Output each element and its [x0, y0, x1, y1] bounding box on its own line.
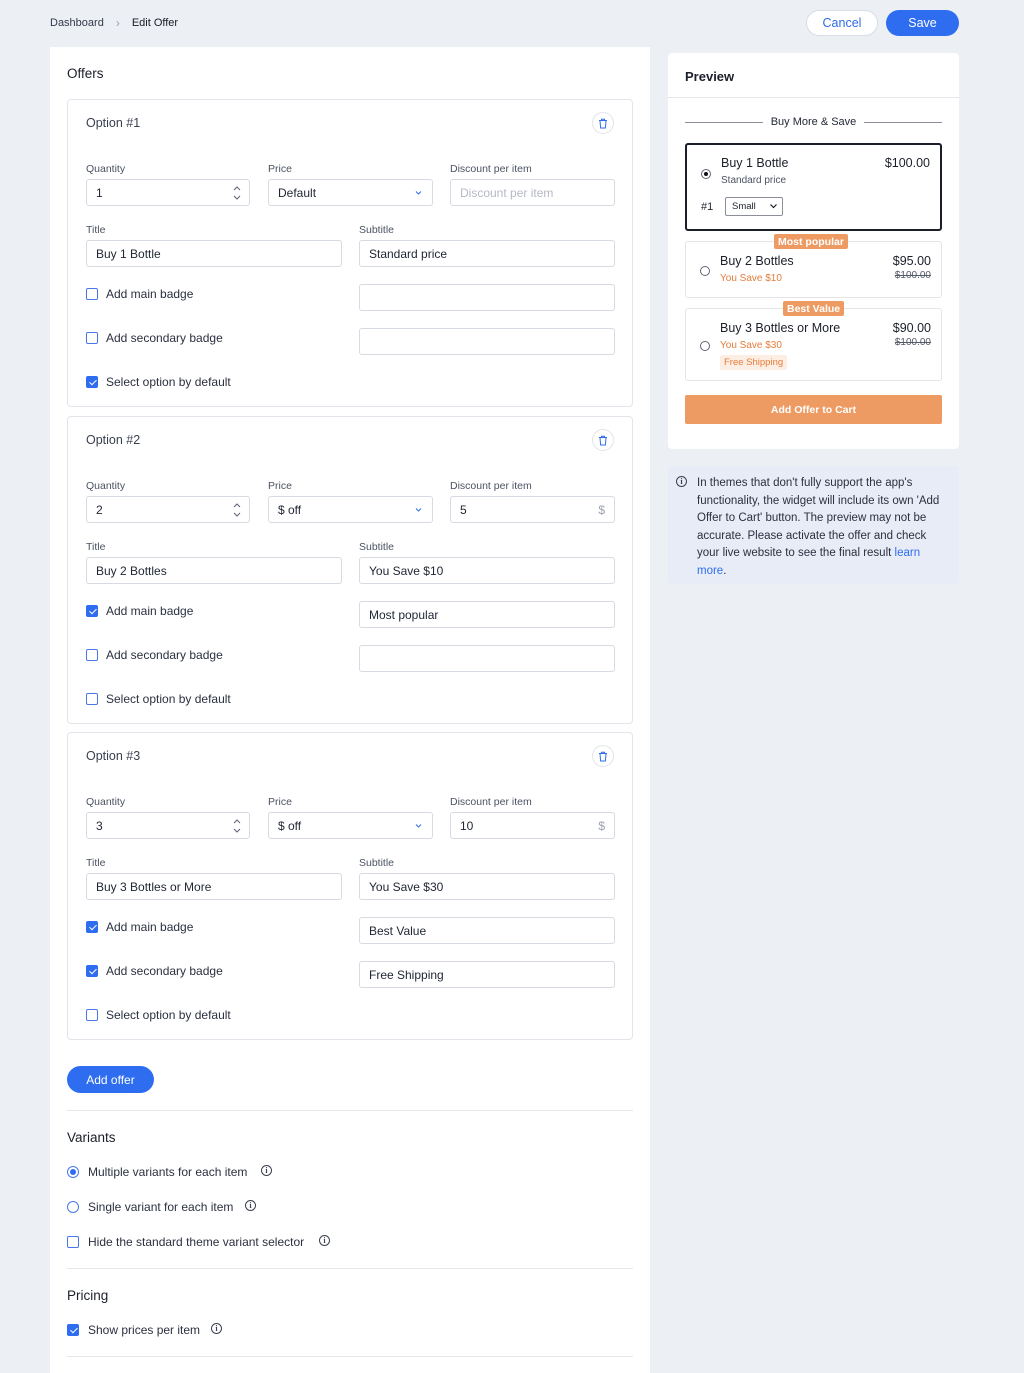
- trash-icon: [598, 435, 608, 446]
- breadcrumb: [50, 16, 178, 30]
- top-bar: [0, 0, 1024, 46]
- secondary-badge-label: Add secondary badge: [106, 648, 223, 662]
- main-badge-input-value: Most popular: [369, 607, 439, 622]
- subtitle-input[interactable]: [359, 557, 615, 584]
- chevron-down-icon: [415, 822, 422, 829]
- variants-title: Variants: [67, 1130, 116, 1145]
- preview-option-price: $90.00: [892, 321, 931, 335]
- price-value: Default: [278, 185, 317, 200]
- price-select[interactable]: [268, 496, 433, 523]
- preview-option-title: Buy 3 Bottles or More: [720, 321, 841, 335]
- stepper-icon[interactable]: [233, 817, 241, 835]
- add-offer-button[interactable]: Add offer: [67, 1066, 154, 1093]
- cancel-button[interactable]: Cancel: [806, 10, 878, 36]
- main-badge-checkbox[interactable]: [86, 288, 98, 300]
- subtitle-label: Subtitle: [359, 857, 395, 869]
- secondary-badge-checkbox[interactable]: [86, 965, 98, 977]
- discount-value: 10: [460, 818, 474, 833]
- subtitle-value: Standard price: [369, 246, 448, 261]
- preview-option-3[interactable]: [685, 302, 942, 381]
- hide-variant-selector-checkbox[interactable]: [67, 1236, 79, 1248]
- main-badge-label: Add main badge: [106, 604, 194, 618]
- stepper-icon[interactable]: [233, 501, 241, 519]
- title-input[interactable]: [86, 240, 342, 267]
- preview-heading: [685, 116, 942, 128]
- preview-option-title: Buy 2 Bottles: [720, 254, 794, 268]
- subtitle-label: Subtitle: [359, 224, 395, 236]
- option-card: [67, 99, 633, 407]
- default-option-checkbox[interactable]: [86, 376, 98, 388]
- main-badge-checkbox[interactable]: [86, 605, 98, 617]
- offers-title: Offers: [67, 66, 104, 81]
- preview-title: Preview: [685, 69, 735, 84]
- quantity-value: 1: [96, 185, 103, 200]
- preview-heading-text: Buy More & Save: [770, 116, 857, 128]
- title-value: Buy 3 Bottles or More: [96, 879, 212, 894]
- price-label: Price: [268, 480, 292, 492]
- option-title: Option #3: [86, 749, 141, 763]
- delete-option-button[interactable]: [592, 429, 614, 451]
- hide-variant-selector-label: Hide the standard theme variant selector: [88, 1235, 305, 1249]
- subtitle-input[interactable]: [359, 873, 615, 900]
- title-value: Buy 2 Bottles: [96, 563, 167, 578]
- chevron-down-icon: [770, 204, 777, 209]
- main-badge-input[interactable]: [359, 917, 615, 944]
- option-card: [67, 732, 633, 1040]
- price-label: Price: [268, 796, 292, 808]
- save-button[interactable]: Save: [886, 10, 959, 36]
- divider: [67, 1110, 633, 1111]
- main-badge: Most popular: [774, 234, 848, 249]
- quantity-value: 2: [96, 502, 103, 517]
- main-badge-input-value: Best Value: [369, 923, 427, 938]
- quantity-value: 3: [96, 818, 103, 833]
- title-input[interactable]: [86, 557, 342, 584]
- main-badge-checkbox[interactable]: [86, 921, 98, 933]
- main-badge-label: Add main badge: [106, 287, 194, 301]
- subtitle-label: Subtitle: [359, 541, 395, 553]
- preview-option-old-price: $100.00: [894, 270, 931, 281]
- pricing-title: Pricing: [67, 1288, 109, 1303]
- info-note: [668, 466, 959, 584]
- price-value: $ off: [278, 818, 302, 833]
- show-prices-per-item-label: Show prices per item: [88, 1323, 201, 1337]
- secondary-badge-input-value: Free Shipping: [369, 967, 444, 982]
- preview-radio[interactable]: [700, 341, 710, 351]
- secondary-badge-input[interactable]: [359, 961, 615, 988]
- discount-label: Discount per item: [450, 163, 532, 175]
- option-card: [67, 416, 633, 724]
- title-label: Title: [86, 857, 106, 869]
- chevron-right-icon: ›: [115, 16, 120, 30]
- option-title: Option #2: [86, 433, 141, 447]
- info-icon[interactable]: i: [261, 1165, 272, 1176]
- info-note-body: In themes that don't fully support the app's functionality, the widget will include its own 'Add Offer to Cart' button. The preview may not be accurate. Please activate the offer and check your live website to see the final result: [697, 477, 940, 559]
- delete-option-button[interactable]: [592, 112, 614, 134]
- discount-label: Discount per item: [450, 796, 532, 808]
- title-label: Title: [86, 541, 106, 553]
- discount-value: 5: [460, 502, 467, 517]
- main-badge-label: Add main badge: [106, 920, 194, 934]
- default-option-label: Select option by default: [106, 1008, 231, 1022]
- breadcrumb-dashboard[interactable]: Dashboard: [50, 17, 104, 29]
- preview-option-subtitle: You Save $30: [720, 340, 782, 351]
- chevron-down-icon: [415, 506, 422, 513]
- learn-more-link[interactable]: learn more: [697, 547, 921, 577]
- main-badge-input[interactable]: [359, 284, 615, 311]
- discount-input[interactable]: [450, 179, 615, 206]
- currency-suffix: $: [598, 819, 605, 833]
- trash-icon: [598, 118, 608, 129]
- variant-multiple-radio[interactable]: [67, 1166, 79, 1178]
- delete-option-button[interactable]: [592, 745, 614, 767]
- discount-label: Discount per item: [450, 480, 532, 492]
- info-icon: i: [676, 476, 687, 487]
- default-option-label: Select option by default: [106, 375, 231, 389]
- trash-icon: [598, 751, 608, 762]
- main-badge-input[interactable]: [359, 601, 615, 628]
- preview-radio[interactable]: [700, 266, 710, 276]
- title-input[interactable]: [86, 873, 342, 900]
- discount-input[interactable]: [450, 496, 615, 523]
- quantity-label: Quantity: [86, 480, 126, 492]
- default-option-checkbox[interactable]: [86, 1009, 98, 1021]
- offer-form: [50, 47, 650, 1373]
- default-option-checkbox[interactable]: [86, 693, 98, 705]
- quantity-label: Quantity: [86, 163, 126, 175]
- price-select[interactable]: [268, 812, 433, 839]
- preview-option-price: $100.00: [884, 156, 930, 170]
- info-icon[interactable]: i: [245, 1200, 256, 1211]
- secondary-badge-input[interactable]: [359, 328, 615, 355]
- preview-panel: [668, 53, 959, 449]
- subtitle-value: You Save $30: [369, 879, 444, 894]
- quantity-stepper[interactable]: [86, 812, 250, 839]
- secondary-badge-input[interactable]: [359, 645, 615, 672]
- preview-option-subtitle: You Save $10: [720, 273, 782, 284]
- secondary-badge-label: Add secondary badge: [106, 964, 223, 978]
- quantity-stepper[interactable]: [86, 496, 250, 523]
- main-badge: Best Value: [783, 301, 844, 316]
- preview-option-2[interactable]: [685, 235, 942, 298]
- chevron-down-icon: [415, 189, 422, 196]
- variant-multiple-label: Multiple variants for each item: [88, 1165, 248, 1179]
- preview-option-subtitle: Standard price: [721, 175, 787, 186]
- subtitle-input[interactable]: [359, 240, 615, 267]
- variant-index: #1: [701, 201, 714, 213]
- default-option-label: Select option by default: [106, 692, 231, 706]
- preview-radio[interactable]: [701, 169, 711, 179]
- stepper-icon[interactable]: [233, 184, 241, 202]
- preview-option-1[interactable]: [685, 143, 942, 231]
- variant-single-label: Single variant for each item: [88, 1200, 234, 1214]
- title-label: Title: [86, 224, 106, 236]
- currency-suffix: $: [598, 503, 605, 517]
- preview-option-price: $95.00: [892, 254, 931, 268]
- variant-select-value: Small: [732, 201, 756, 212]
- add-offer-to-cart-button[interactable]: Add Offer to Cart: [685, 395, 942, 424]
- info-note-text: [697, 475, 949, 580]
- info-icon[interactable]: i: [211, 1323, 222, 1334]
- preview-option-old-price: $100.00: [894, 337, 931, 348]
- heading-line: [685, 122, 763, 123]
- quantity-label: Quantity: [86, 796, 126, 808]
- breadcrumb-current: Edit Offer: [131, 17, 179, 29]
- secondary-badge-checkbox[interactable]: [86, 649, 98, 661]
- variant-select[interactable]: [725, 197, 783, 216]
- title-value: Buy 1 Bottle: [96, 246, 161, 261]
- info-icon[interactable]: i: [319, 1235, 330, 1246]
- discount-input[interactable]: [450, 812, 615, 839]
- price-select[interactable]: [268, 179, 433, 206]
- subtitle-value: You Save $10: [369, 563, 444, 578]
- info-note-end: .: [723, 564, 727, 577]
- divider: [67, 1268, 633, 1269]
- heading-line: [864, 122, 942, 123]
- option-title: Option #1: [86, 116, 141, 130]
- price-label: Price: [268, 163, 292, 175]
- price-value: $ off: [278, 502, 302, 517]
- divider: [67, 1356, 633, 1357]
- quantity-stepper[interactable]: [86, 179, 250, 206]
- show-prices-per-item-checkbox[interactable]: [67, 1324, 79, 1336]
- preview-option-title: Buy 1 Bottle: [721, 156, 789, 170]
- divider: [668, 97, 959, 98]
- secondary-badge-checkbox[interactable]: [86, 332, 98, 344]
- variant-single-radio[interactable]: [67, 1201, 79, 1213]
- discount-placeholder: Discount per item: [460, 185, 554, 200]
- secondary-badge-label: Add secondary badge: [106, 331, 223, 345]
- secondary-badge: Free Shipping: [720, 355, 787, 370]
